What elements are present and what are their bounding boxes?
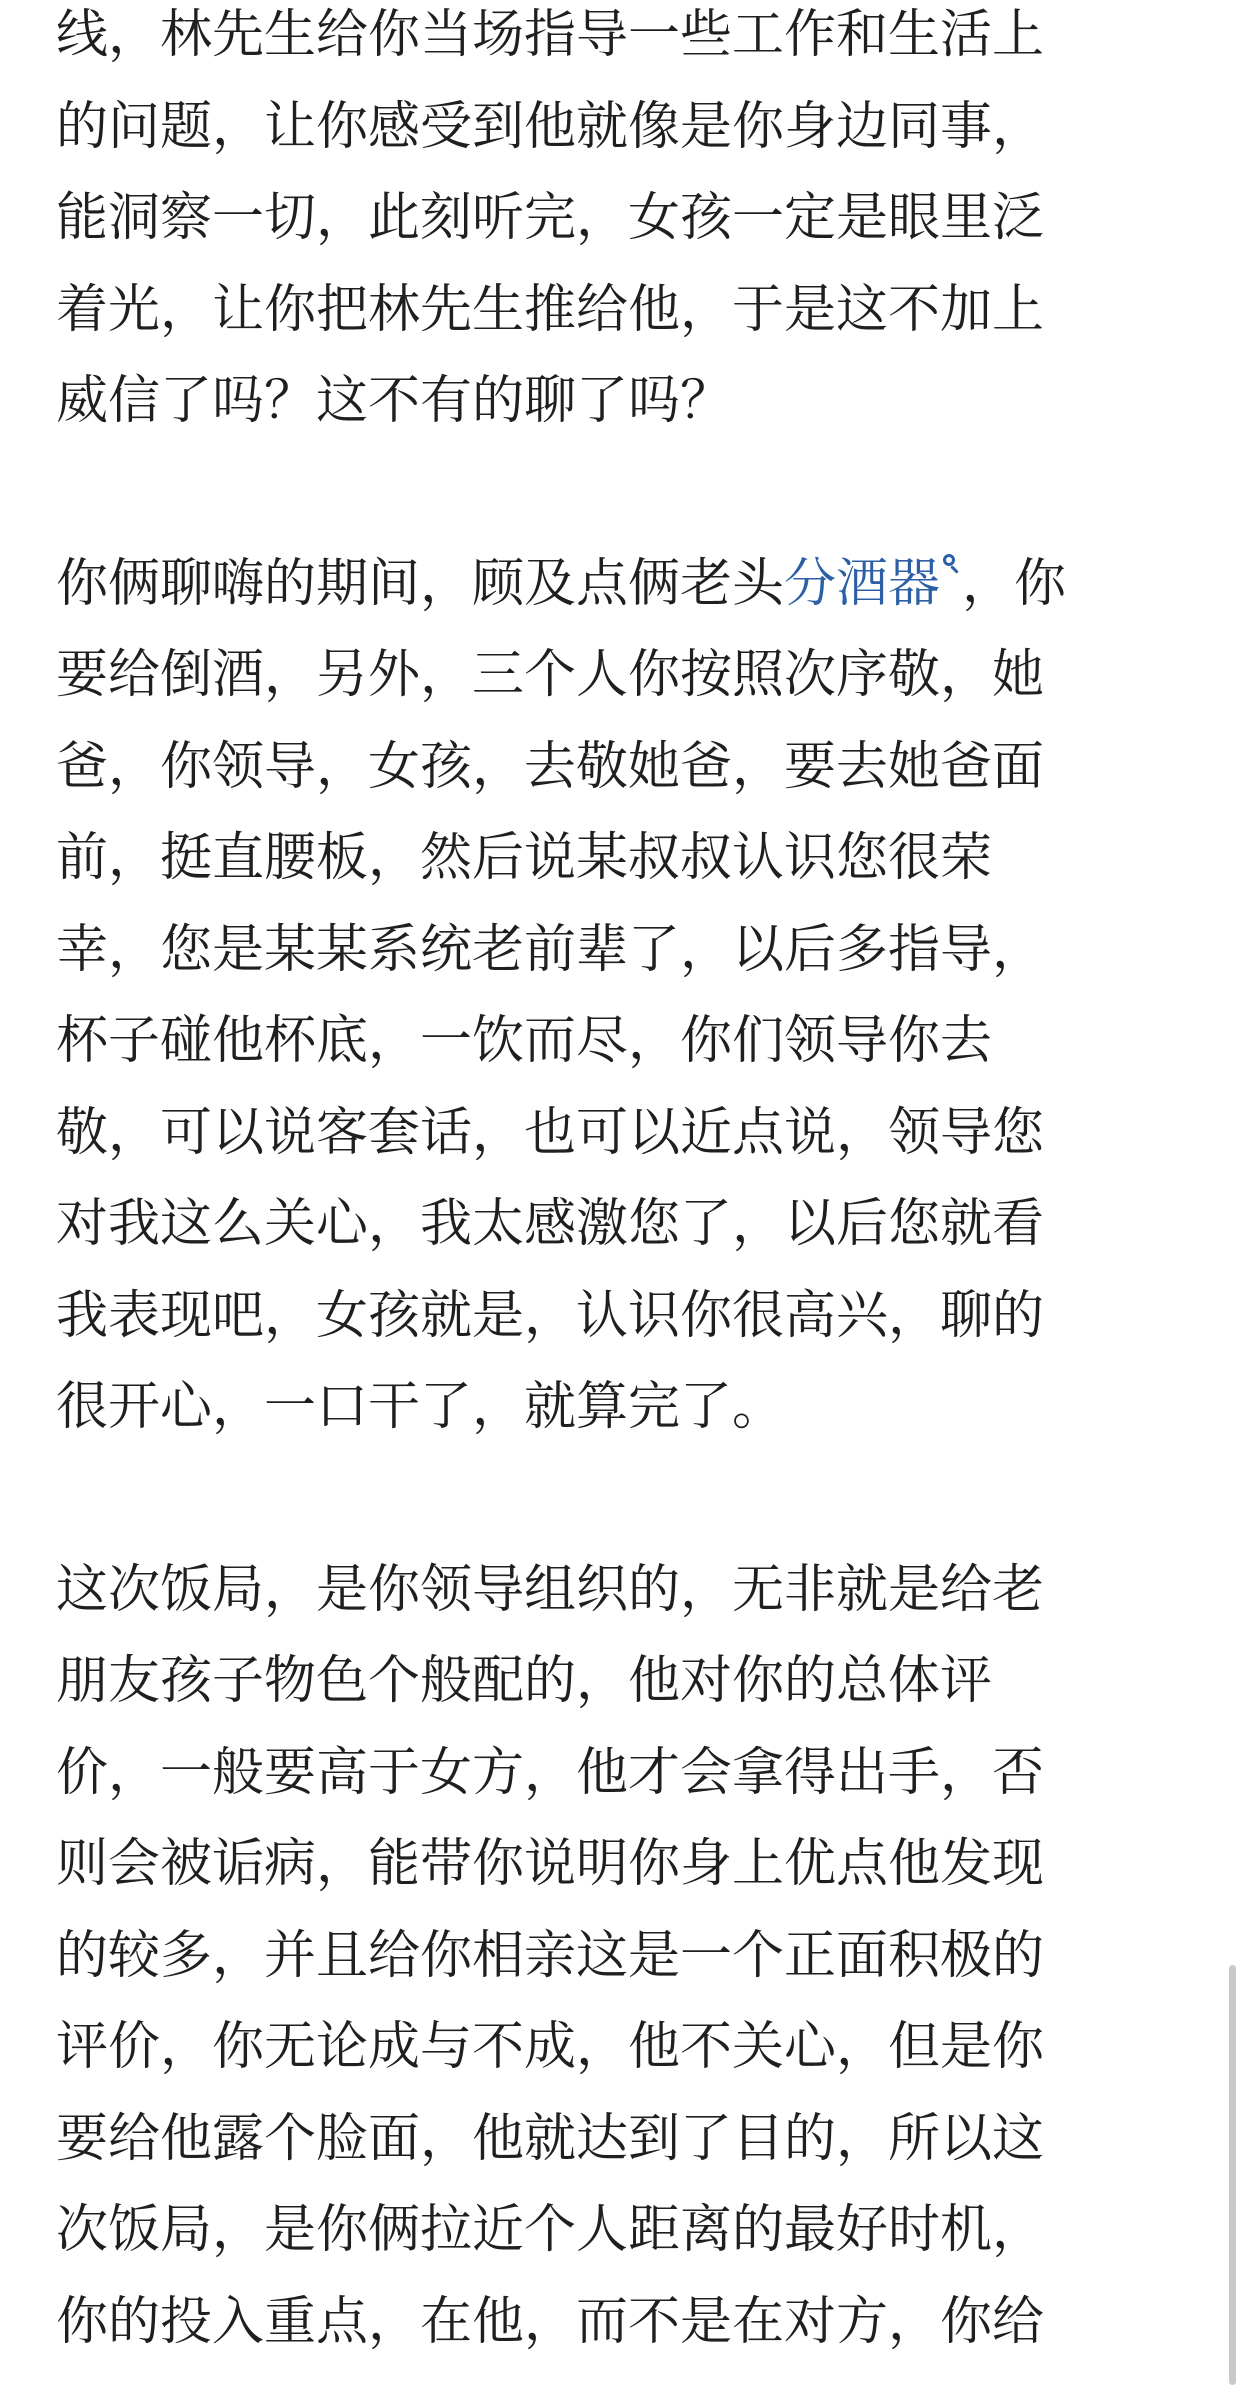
paragraph-3: [56, 1545, 1186, 2369]
article-body: [56, 0, 1186, 2368]
text-line-with-link: [56, 539, 1186, 631]
text-line: 的较多，并且给你相亲这是一个正面积极的: [56, 1925, 1045, 1986]
search-icon: [942, 553, 962, 579]
vertical-scrollbar[interactable]: [1229, 1965, 1236, 2385]
text-line: 对我这么关心，我太感激您了，以后您就看: [56, 1194, 1045, 1254]
text-line: 敬，可以说客套话，也可以近点说，领导您: [56, 1102, 1045, 1163]
paragraph-spacer: [56, 448, 1186, 539]
text-segment: ，你: [962, 553, 1067, 614]
text-line: 线，林先生给你当场指导一些工作和生活上: [56, 5, 1045, 65]
text-line: 着光，让你把林先生推给他，于是这不加上: [56, 279, 1045, 340]
text-line: 评价，你无论成与不成，他不关心，但是你: [56, 2017, 1045, 2077]
text-line: 你的投入重点，在他，而不是在对方，你给: [56, 2291, 1045, 2352]
text-line: 要给倒酒，另外，三个人你按照次序敬，她: [56, 645, 1045, 705]
text-line: 的问题，让你感受到他就像是你身边同事，: [56, 96, 1045, 157]
text-line: 前，挺直腰板，然后说某叔叔认识您很荣: [56, 828, 993, 888]
text-line: 能洞察一切，此刻听完，女孩一定是眼里泛: [56, 188, 1045, 248]
text-line: 很开心，一口干了，就算完了。: [56, 1377, 785, 1437]
text-line: 这次饭局，是你领导组织的，无非就是给老: [56, 1559, 1045, 1620]
keyword-link-fenjiuqi[interactable]: [784, 554, 962, 614]
keyword-link-label: 分酒器: [784, 553, 941, 614]
text-line: 爸，你领导，女孩，去敬她爸，要去她爸面: [56, 736, 1045, 797]
paragraph-spacer: [56, 1454, 1186, 1545]
text-segment: 你俩聊嗨的期间，顾及点俩老头: [56, 553, 785, 614]
text-line: 威信了吗？这不有的聊了吗？: [56, 371, 733, 431]
text-line: 次饭局，是你俩拉近个人距离的最好时机，: [56, 2200, 1045, 2260]
text-line: 我表现吧，女孩就是，认识你很高兴，聊的: [56, 1285, 1045, 1346]
text-line: 价，一般要高于女方，他才会拿得出手，否: [56, 1742, 1045, 1803]
paragraph-2: [56, 539, 1186, 1454]
text-line: 朋友孩子物色个般配的，他对你的总体评: [56, 1651, 993, 1711]
text-line: 则会被诟病，能带你说明你身上优点他发现: [56, 1834, 1045, 1894]
text-line: 幸，您是某某系统老前辈了，以后多指导，: [56, 919, 1045, 980]
text-line: 要给他露个脸面，他就达到了目的，所以这: [56, 2108, 1045, 2169]
text-line: 杯子碰他杯底，一饮而尽，你们领导你去: [56, 1011, 993, 1071]
paragraph-1: [56, 0, 1186, 448]
